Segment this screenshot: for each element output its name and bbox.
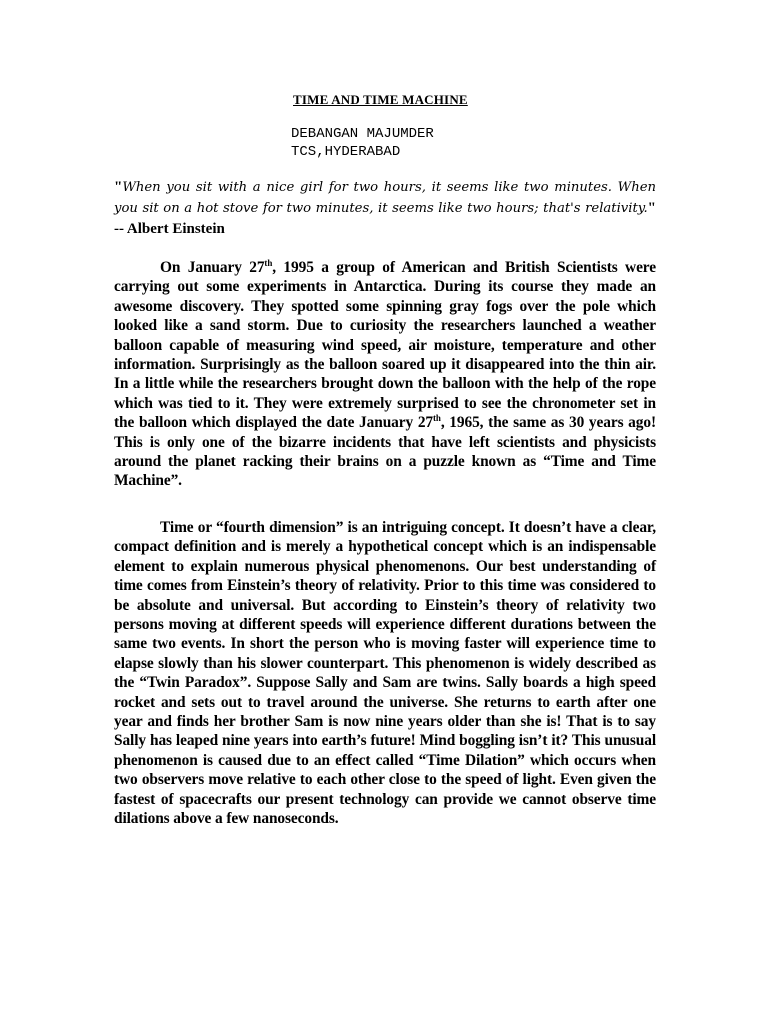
quote-close-mark: "	[647, 200, 656, 216]
quote-open-mark: "	[114, 179, 123, 195]
author-organization: TCS,HYDERABAD	[291, 144, 401, 160]
paragraph1-part2: , 1995 a group of American and British Scientists were carrying out some experiments in Antarctica. During its course they made an awesome discovery. They spotted some spinning gray fogs over the pole which looked like a sand storm. Due to curiosity the researchers launched a weather balloon capable of measuring wind speed, air moisture, temperature and other information. Surprisingly as the balloon soared up it disappeared into the thin air. In a little while the researchers brought down the balloon with the help of the rope which was tied to it. They were extremely surprised to see the chronometer set in the balloon which displayed the date January 27	[114, 259, 656, 432]
einstein-quote	[114, 177, 656, 239]
paragraph1-part3: , 1965, the same as 30 years ago! This is only one of the bizarre incidents that have left scientists and physicists around the planet racking their brains on a puzzle known as “Time and Time Machine”.	[114, 414, 656, 490]
quote-attribution: -- Albert Einstein	[114, 221, 225, 237]
author-block	[291, 125, 434, 161]
quote-text: When you sit with a nice girl for two hours, it seems like two minutes. When you sit on a hot stove for two minutes, it seems like two hours; that's relativity.	[114, 180, 656, 216]
paragraph1-part1: On January 27	[160, 259, 265, 276]
paragraph-antarctica	[114, 258, 656, 491]
paragraph1-superscript-1: th	[264, 257, 273, 268]
author-name: DEBANGAN MAJUMDER	[291, 126, 434, 142]
paragraph1-superscript-2: th	[433, 413, 441, 424]
paragraph-fourth-dimension: Time or “fourth dimension” is an intriguing concept. It doesn’t have a clear, compact definition and is merely a hypothetical concept which is an indispensable element to explain numerous physical phenomenons. Our best understanding of time comes from Einstein’s theory of relativity. Prior to this time was considered to be absolute and universal. But according to Einstein’s theory of relativity two persons moving at different speeds will experience different durations between the same two events. In short the person who is moving faster will experience time to elapse slowly than his slower counterpart. This phenomenon is widely described as the “Twin Paradox”. Suppose Sally and Sam are twins. Sally boards a high speed rocket and sets out to travel around the universe. She returns to earth after one year and finds her brother Sam is now nine years older than she is! That is to say Sally has leaped nine years into earth’s future! Mind boggling isn’t it? This unusual phenomenon is caused due to an effect called “Time Dilation” which occurs when two observers move relative to each other close to the speed of light. Even given the fastest of spacecrafts our present technology can provide we cannot observe time dilations above a few nanoseconds.	[114, 519, 656, 828]
document-title: TIME AND TIME MACHINE	[293, 92, 468, 107]
